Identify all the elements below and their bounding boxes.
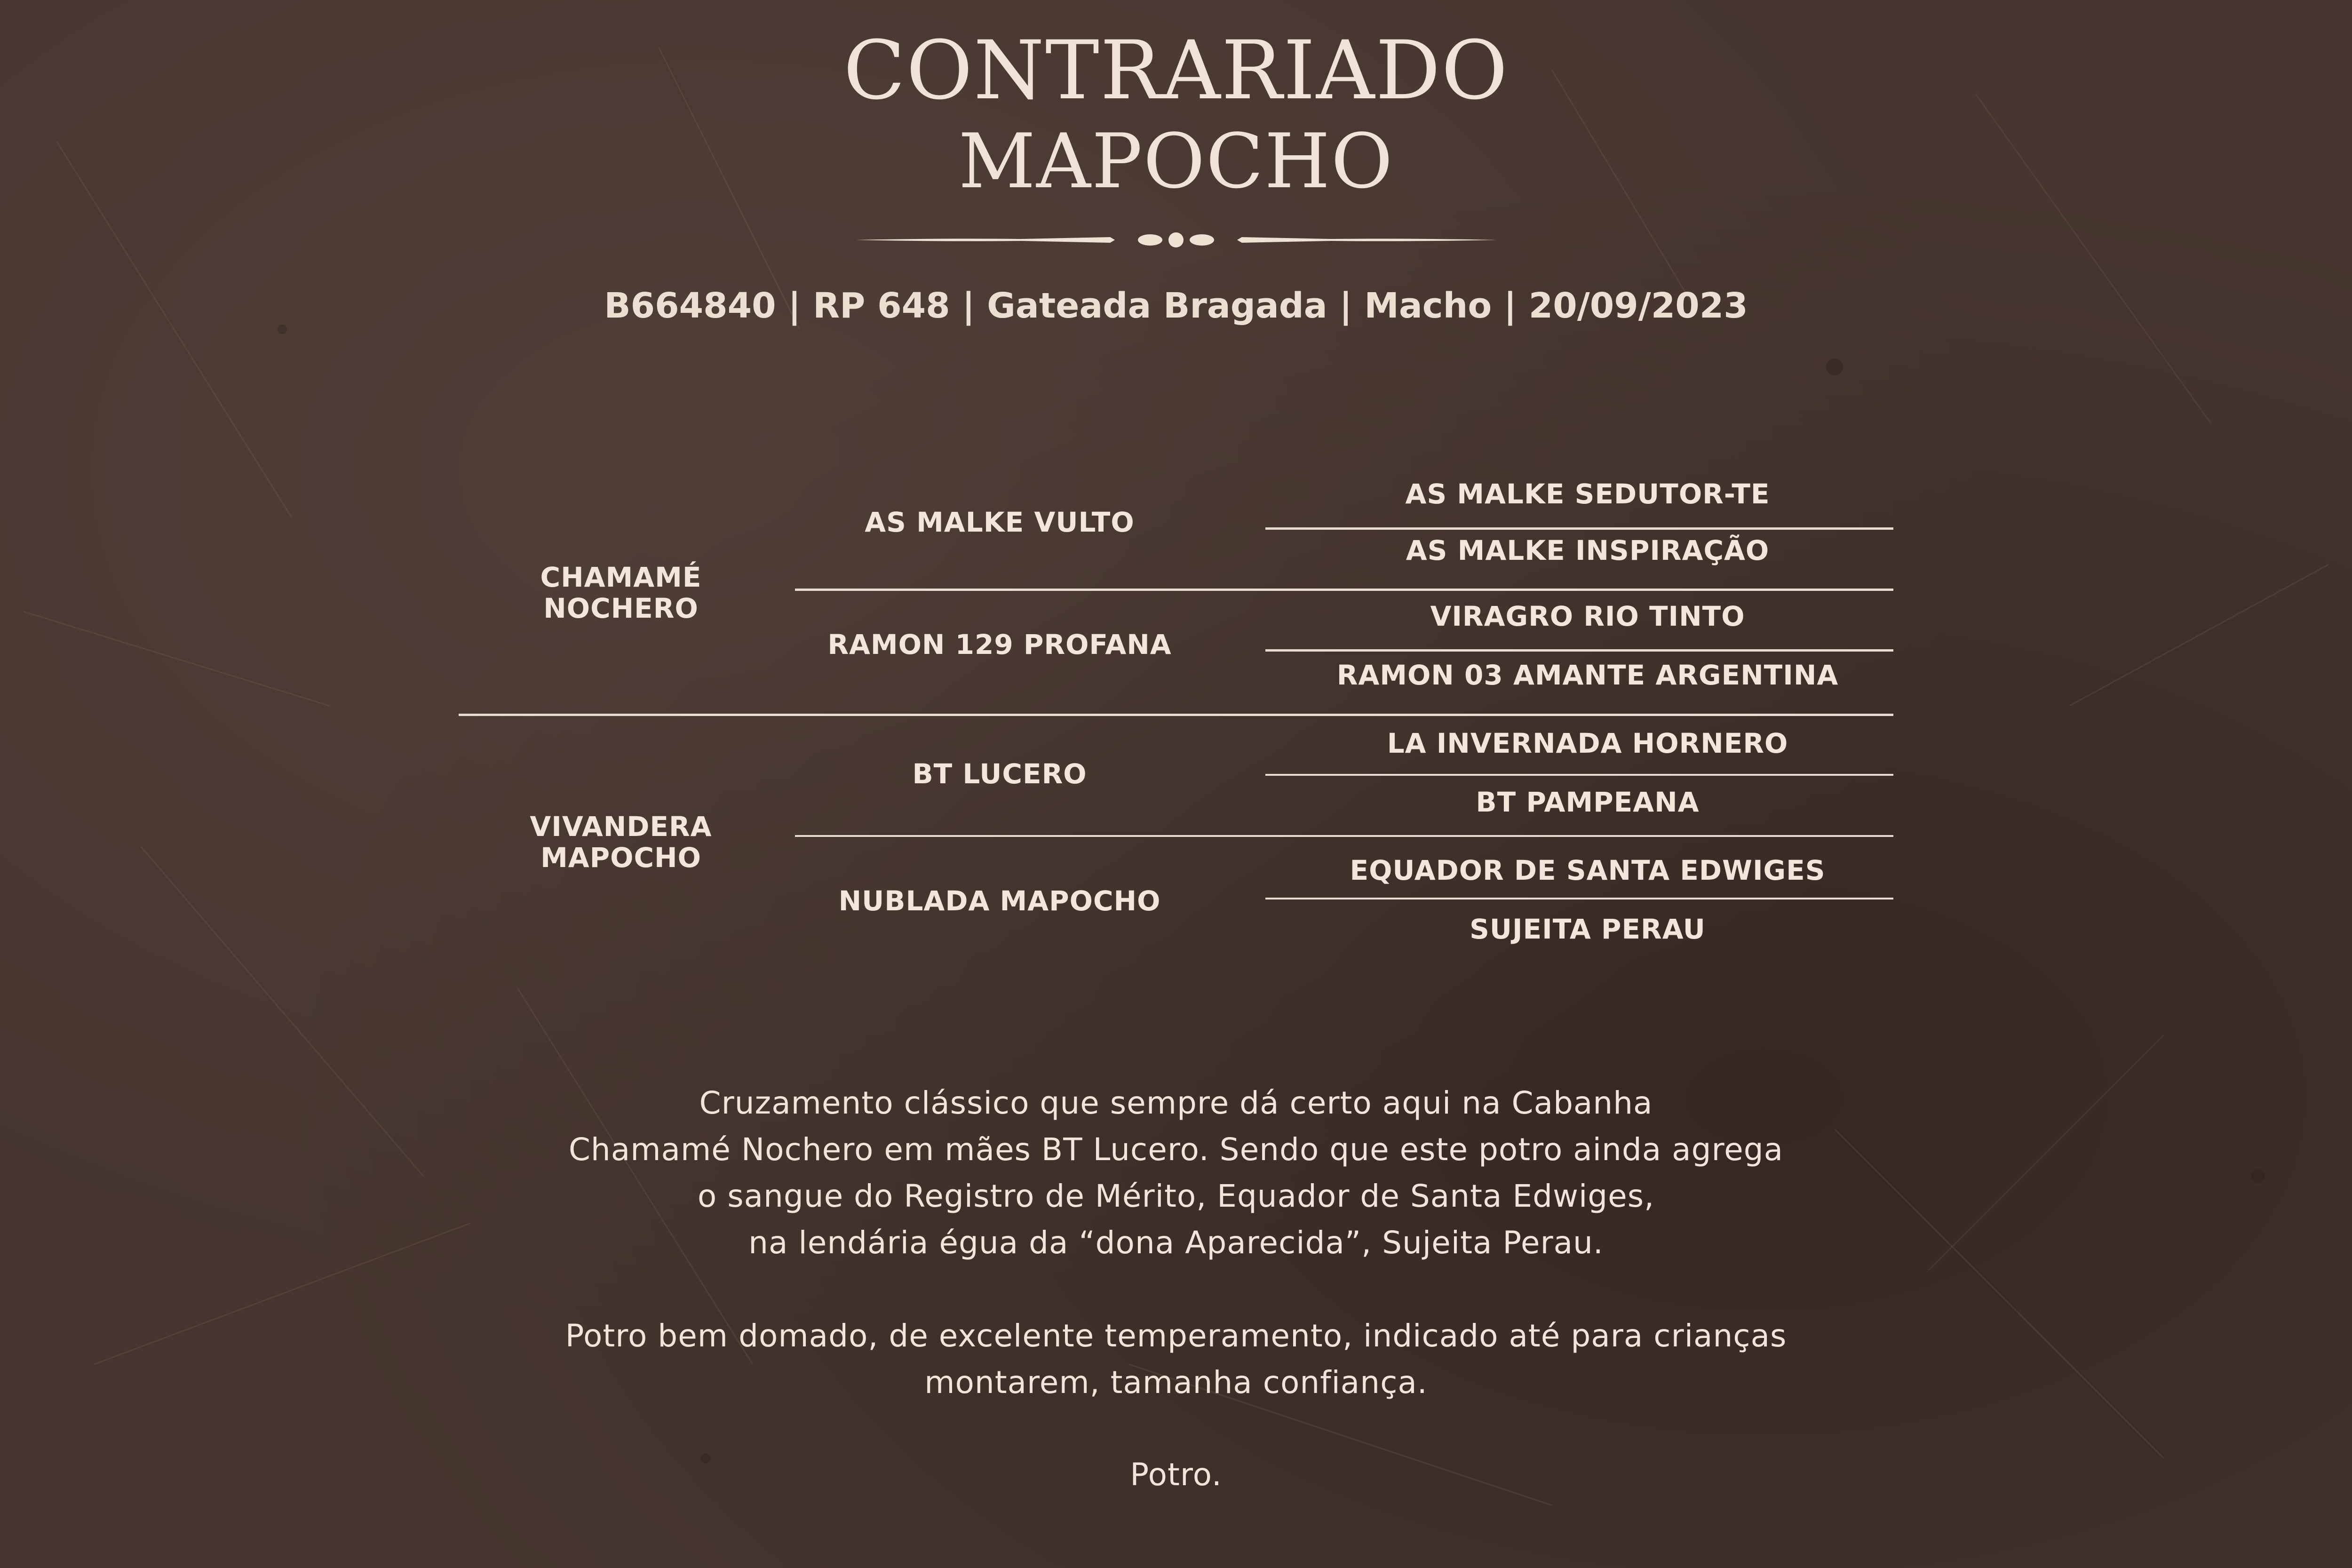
maternal-grandsire: BT LUCERO [912, 758, 1087, 790]
divider-line [795, 589, 1893, 591]
description-line: Chamamé Nochero em mães BT Lucero. Sendo que este potro ainda agrega [568, 1131, 1784, 1168]
divider-line [1265, 898, 1893, 899]
description-paragraph-2 [423, 1313, 1929, 1406]
great-grandparent-3: VIRAGRO RIO TINTO [1430, 600, 1745, 632]
sire: CHAMAMÉ NOCHERO [540, 561, 702, 624]
paternal-grandsire: AS MALKE VULTO [865, 506, 1135, 538]
maternal-granddam: NUBLADA MAPOCHO [838, 885, 1161, 917]
great-grandparent-6: BT PAMPEANA [1476, 786, 1700, 818]
description-line: Potro. [1130, 1457, 1222, 1493]
great-grandparent-1: AS MALKE SEDUTOR-TE [1405, 478, 1770, 510]
paternal-granddam: RAMON 129 PROFANA [827, 629, 1172, 661]
great-grandparent-7: EQUADOR DE SANTA EDWIGES [1350, 854, 1826, 886]
great-grandparent-2: AS MALKE INSPIRAÇÃO [1406, 534, 1770, 566]
divider-line [1265, 649, 1893, 652]
divider-line [1265, 527, 1893, 530]
description-line: Cruzamento clássico que sempre dá certo aqui na Cabanha [699, 1085, 1653, 1121]
ornament-divider [856, 221, 1496, 259]
description-line: montarem, tamanha confiança. [924, 1364, 1428, 1401]
description-line: na lendária égua da “dona Aparecida”, Sujeita Perau. [748, 1225, 1604, 1261]
description-line: o sangue do Registro de Mérito, Equador de Santa Edwiges, [697, 1178, 1655, 1214]
title-line-1: CONTRARIADO [843, 23, 1509, 118]
title-line-2: MAPOCHO [958, 117, 1394, 205]
registration-info: B664840 | RP 648 | Gateada Bragada | Macho | 20/09/2023 [604, 286, 1748, 326]
dam: VIVANDERA MAPOCHO [530, 811, 712, 874]
divider-line [795, 835, 1893, 837]
great-grandparent-5: LA INVERNADA HORNERO [1387, 727, 1788, 759]
great-grandparent-8: SUJEITA PERAU [1470, 913, 1706, 945]
divider-line [1265, 774, 1893, 776]
description-paragraph-1 [423, 1080, 1929, 1266]
great-grandparent-4: RAMON 03 AMANTE ARGENTINA [1336, 659, 1839, 691]
description-line: Potro bem domado, de excelente temperamento, indicado até para crianças [565, 1318, 1787, 1354]
description-paragraph-3 [423, 1451, 1929, 1498]
divider-line [459, 714, 1893, 716]
